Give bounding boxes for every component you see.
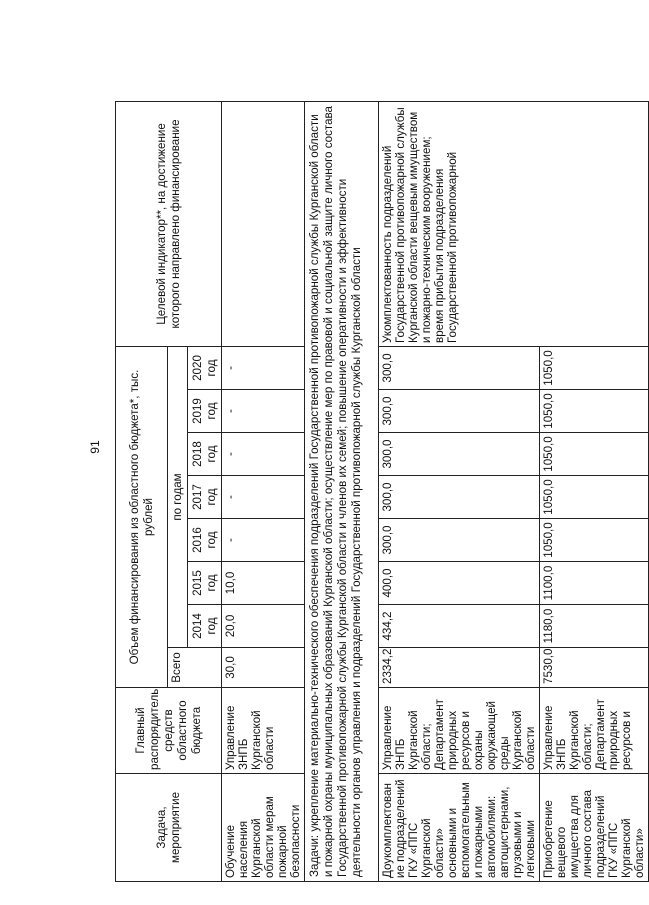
year-cell: - bbox=[222, 390, 305, 433]
year-cell: 300,0 bbox=[379, 476, 540, 519]
header-total: Всего bbox=[168, 648, 222, 688]
target-cell: Укомплектованность подразделений Государственной противопожарной службы Курганской области вещевым имуществом и пожарно-техническим вооружением; время прибытия подразделения Государственной противопожарной bbox=[379, 101, 649, 346]
task-cell: Доукомплектование подразделений ГКУ «ППС Курганской области» основными и вспомогательными пожарными автомобилями: автоцистернами, грузовыми и легковыми bbox=[379, 774, 540, 882]
header-year: 2019 год bbox=[188, 390, 222, 433]
total-cell: 2334,2 bbox=[379, 648, 540, 688]
total-cell: 7530,0 bbox=[540, 648, 649, 688]
section-row bbox=[305, 101, 379, 881]
header-target: Целевой индикатор**, на достижение которого направлено финансирование bbox=[116, 101, 222, 346]
year-cell: 1180,0 bbox=[540, 605, 649, 648]
year-cell: 300,0 bbox=[379, 433, 540, 476]
year-cell: 300,0 bbox=[379, 390, 540, 433]
header-year: 2017 год bbox=[188, 476, 222, 519]
target-cell bbox=[222, 101, 305, 346]
year-cell: - bbox=[222, 476, 305, 519]
header-by-years: по годам bbox=[168, 346, 188, 647]
total-cell: 30,0 bbox=[222, 648, 305, 688]
year-cell: 300,0 bbox=[379, 519, 540, 562]
header-year: 2018 год bbox=[188, 433, 222, 476]
year-cell: 1050,0 bbox=[540, 433, 649, 476]
page-number: 91 bbox=[88, 440, 102, 454]
year-cell: 434,2 bbox=[379, 605, 540, 648]
table-row bbox=[379, 101, 540, 881]
manager-cell: Управление ЗНПБ Курганской области; Департамент природных ресурсов и охраны окружающей среды Курганской области bbox=[379, 688, 540, 774]
year-cell: 300,0 bbox=[379, 346, 540, 389]
year-cell: 1050,0 bbox=[540, 519, 649, 562]
financing-table bbox=[115, 101, 649, 882]
year-cell: - bbox=[222, 346, 305, 389]
year-cell: 1050,0 bbox=[540, 476, 649, 519]
table-row bbox=[222, 101, 305, 881]
year-cell: 10,0 bbox=[222, 562, 305, 605]
year-cell: 20,0 bbox=[222, 605, 305, 648]
header-year: 2016 год bbox=[188, 519, 222, 562]
header-task: Задача, мероприятие bbox=[116, 774, 222, 882]
manager-cell: Управление ЗНПБ Курганской области bbox=[222, 688, 305, 774]
year-cell: 1050,0 bbox=[540, 346, 649, 389]
header-year: 2015 год bbox=[188, 562, 222, 605]
header-manager: Главный распорядитель средств областного бюджета bbox=[116, 688, 222, 774]
year-cell: 1100,0 bbox=[540, 562, 649, 605]
task-cell: Приобретение вещевого имущества для личного состава подразделений ГКУ «ППС Курганской области» bbox=[540, 774, 649, 882]
section-tasks: Задачи: укрепление материально-технического обеспечения подразделений Государственной противопожарной службы Курганской области и пожарной охраны муниципальных образований Курганской области; осуществление мер по правовой и социальной защите личного состава Государственной противопожарной службы Курганской области и членов их семей; повышение оперативности и эффективности деятельности органов управления и подразделений Государственной противопожарной службы Курганской области bbox=[305, 101, 379, 881]
header-year: 2014 год bbox=[188, 605, 222, 648]
task-cell: Обучение населения Курганской области мерам пожарной безопасности bbox=[222, 774, 305, 882]
year-cell: - bbox=[222, 519, 305, 562]
header-year: 2020 год bbox=[188, 346, 222, 389]
manager-cell: Управление ЗНПБ Курганской области; Департамент природных ресурсов и bbox=[540, 688, 649, 774]
header-financing: Объем финансирования из областного бюджета*, тыс. рублей bbox=[116, 346, 168, 687]
year-cell: - bbox=[222, 433, 305, 476]
year-cell: 400,0 bbox=[379, 562, 540, 605]
year-cell: 1050,0 bbox=[540, 390, 649, 433]
rotated-page bbox=[115, 102, 646, 882]
